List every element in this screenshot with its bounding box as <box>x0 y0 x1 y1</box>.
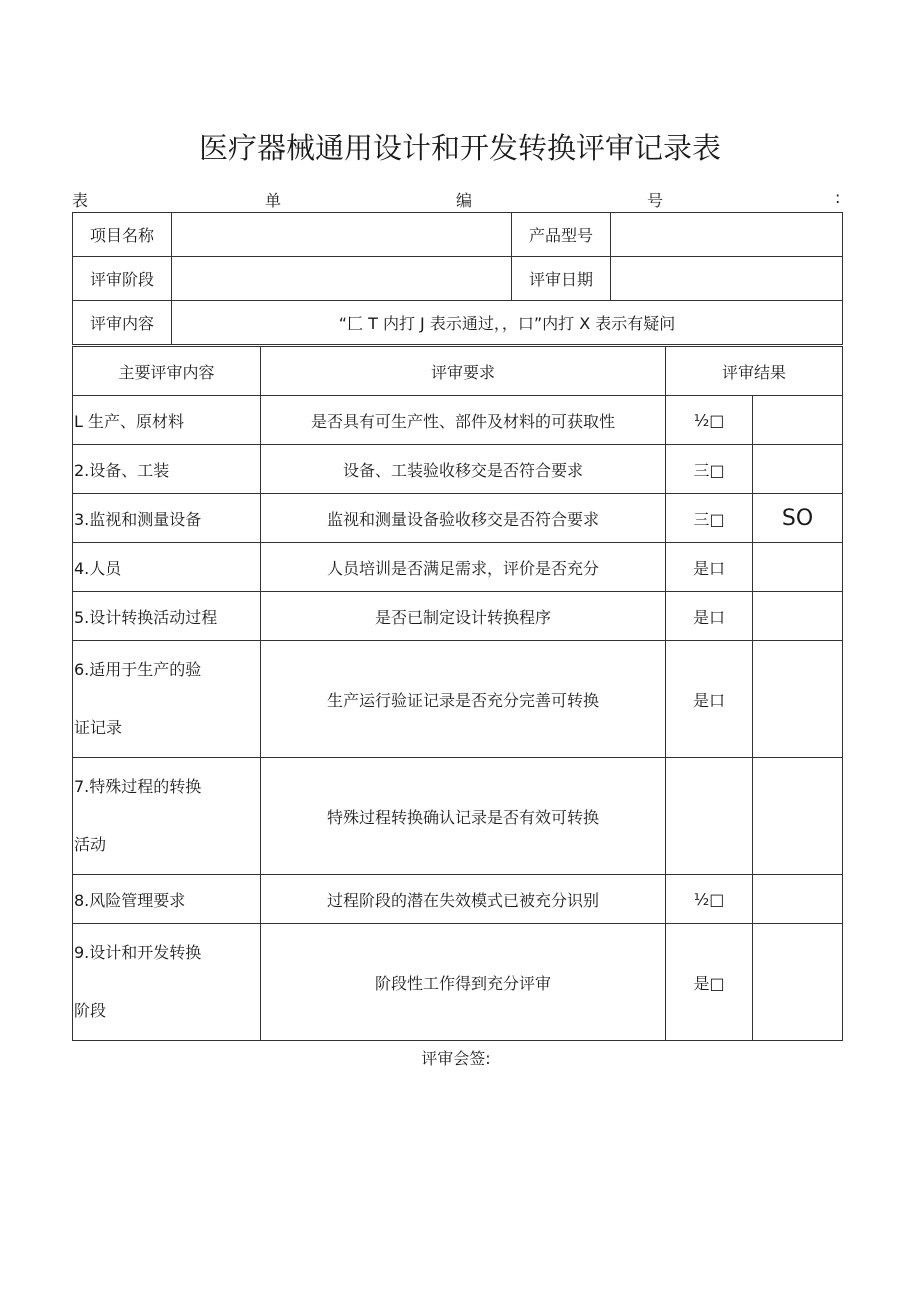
review-requirement: 阶段性工作得到充分评审 <box>261 924 666 1041</box>
review-item: 5.设计转换活动过程 <box>73 592 261 641</box>
review-requirement: 是否已制定设计转换程序 <box>261 592 666 641</box>
review-item <box>73 924 261 1041</box>
review-requirement: 人员培训是否满足需求，评价是否充分 <box>261 543 666 592</box>
review-item-line: 证记录 <box>74 718 123 737</box>
review-item: 4.人员 <box>73 543 261 592</box>
form-number-char: : <box>835 188 841 207</box>
review-requirement: 监视和测量设备验收移交是否符合要求 <box>261 494 666 543</box>
info-row-content <box>73 301 843 345</box>
project-name-label: 项目名称 <box>73 213 172 257</box>
table-row <box>73 445 843 494</box>
review-requirement: 生产运行验证记录是否充分完善可转换 <box>261 641 666 758</box>
table-row <box>73 494 843 543</box>
result-checkbox[interactable]: ½□ <box>666 396 753 445</box>
header-requirement: 评审要求 <box>261 347 666 396</box>
review-stage-label: 评审阶段 <box>73 257 172 301</box>
form-number-line <box>72 188 842 210</box>
result-note: SO <box>753 494 843 543</box>
result-note <box>753 758 843 875</box>
review-header-row <box>73 347 843 396</box>
result-checkbox[interactable]: 三□ <box>666 445 753 494</box>
result-note <box>753 875 843 924</box>
product-model-label: 产品型号 <box>512 213 611 257</box>
document-title: 医疗器械通用设计和开发转换评审记录表 <box>198 131 721 165</box>
review-item: 3.监视和测量设备 <box>73 494 261 543</box>
result-note <box>753 641 843 758</box>
review-item <box>73 641 261 758</box>
review-content-label: 评审内容 <box>73 301 172 345</box>
review-item-line: 6.适用于生产的验 <box>74 660 202 679</box>
info-row-stage <box>73 257 843 301</box>
review-requirement: 特殊过程转换确认记录是否有效可转换 <box>261 758 666 875</box>
review-date-label: 评审日期 <box>512 257 611 301</box>
review-item: L 生产、原材料 <box>73 396 261 445</box>
review-item-line: 7.特殊过程的转换 <box>74 777 202 796</box>
review-item: 8.风险管理要求 <box>73 875 261 924</box>
form-number-char: 表 <box>72 191 89 210</box>
table-row <box>73 875 843 924</box>
review-requirement: 过程阶段的潜在失效模式已被充分识别 <box>261 875 666 924</box>
table-row <box>73 641 843 758</box>
form-number-char: 单 <box>265 191 282 210</box>
result-checkbox[interactable] <box>666 758 753 875</box>
result-note <box>753 445 843 494</box>
review-item <box>73 758 261 875</box>
review-item-line: 活动 <box>74 835 107 854</box>
table-row <box>73 396 843 445</box>
review-item-line: 9.设计和开发转换 <box>74 943 202 962</box>
form-number-char: 编 <box>456 191 473 210</box>
result-checkbox[interactable]: 是口 <box>666 592 753 641</box>
project-name-field[interactable] <box>172 213 512 257</box>
form-number-char: 号 <box>647 191 664 210</box>
info-table <box>72 212 843 345</box>
signature-label: 评审会签: <box>421 1049 491 1068</box>
result-note <box>753 543 843 592</box>
result-note <box>753 592 843 641</box>
result-note <box>753 924 843 1041</box>
review-date-field[interactable] <box>611 257 843 301</box>
table-row <box>73 543 843 592</box>
header-main-content: 主要评审内容 <box>73 347 261 396</box>
product-model-field[interactable] <box>611 213 843 257</box>
table-row <box>73 758 843 875</box>
review-requirement: 设备、工装验收移交是否符合要求 <box>261 445 666 494</box>
result-note <box>753 396 843 445</box>
result-checkbox[interactable]: 三□ <box>666 494 753 543</box>
result-checkbox[interactable]: ½□ <box>666 875 753 924</box>
review-content-note: “匚 T 内打 J 表示通过，，口”内打 X 表示有疑问 <box>172 301 843 345</box>
table-row <box>73 592 843 641</box>
result-checkbox[interactable]: 是口 <box>666 543 753 592</box>
review-item: 2.设备、工装 <box>73 445 261 494</box>
review-table <box>72 346 843 1041</box>
header-result: 评审结果 <box>666 347 843 396</box>
result-checkbox[interactable]: 是□ <box>666 924 753 1041</box>
result-checkbox[interactable]: 是口 <box>666 641 753 758</box>
info-row-project <box>73 213 843 257</box>
review-item-line: 阶段 <box>74 1001 107 1020</box>
review-stage-field[interactable] <box>172 257 512 301</box>
review-requirement: 是否具有可生产性、部件及材料的可获取性 <box>261 396 666 445</box>
table-row <box>73 924 843 1041</box>
